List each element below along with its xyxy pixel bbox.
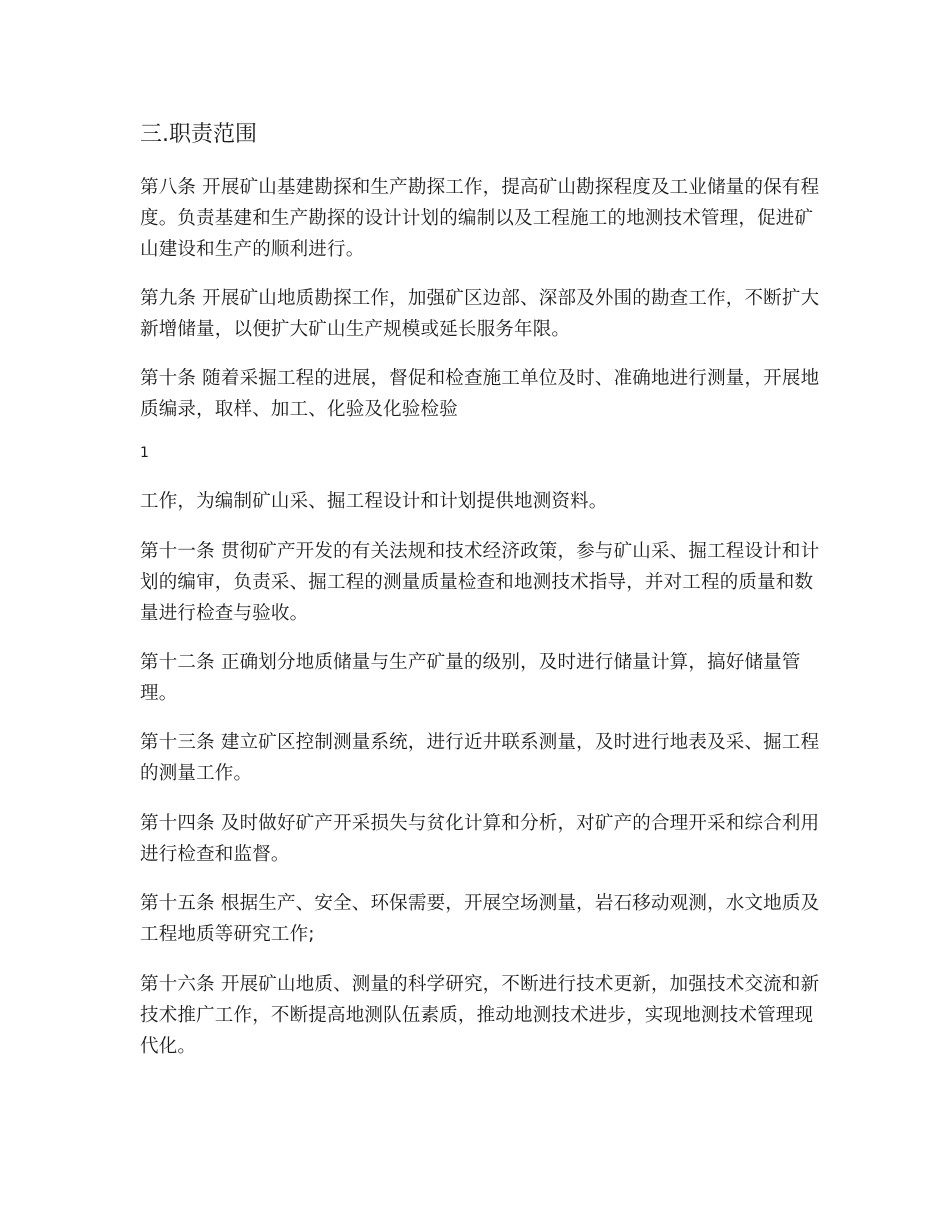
section-heading: 三.职责范围 bbox=[140, 122, 257, 147]
article-9: 第九条 开展矿山地质勘探工作，加强矿区边部、深部及外围的勘查工作，不断扩大新增储量，以便扩大矿山生产规模或延长服务年限。 bbox=[140, 288, 820, 340]
page-number: 1 bbox=[140, 445, 149, 461]
article-16: 第十六条 开展矿山地质、测量的科学研究，不断进行技术更新，加强技术交流和新技术推广工作，不断提高地测队伍素质，推动地测技术进步，实现地测技术管理现代化。 bbox=[140, 974, 820, 1057]
article-15: 第十五条 根据生产、安全、环保需要，开展空场测量，岩石移动观测，水文地质及工程地质等研究工作; bbox=[140, 893, 820, 945]
article-12: 第十二条 正确划分地质储量与生产矿量的级别，及时进行储量计算，搞好储量管理。 bbox=[140, 652, 801, 704]
article-14: 第十四条 及时做好矿产开采损失与贫化计算和分析，对矿产的合理开采和综合利用进行检查和监督。 bbox=[140, 813, 820, 865]
article-10-part-1: 第十条 随着采掘工程的进展，督促和检查施工单位及时、准确地进行测量，开展地质编录，取样、加工、化验及化验检验 bbox=[140, 368, 820, 420]
article-13: 第十三条 建立矿区控制测量系统，进行近井联系测量，及时进行地表及采、掘工程的测量工作。 bbox=[140, 732, 820, 784]
article-8: 第八条 开展矿山基建勘探和生产勘探工作，提高矿山勘探程度及工业储量的保有程度。负责基建和生产勘探的设计计划的编制以及工程施工的地测技术管理，促进矿山建设和生产的顺利进行。 bbox=[140, 177, 820, 260]
article-11: 第十一条 贯彻矿产开发的有关法规和技术经济政策，参与矿山采、掘工程设计和计划的编审，负责采、掘工程的测量质量检查和地测技术指导，并对工程的质量和数量进行检查与验收。 bbox=[140, 541, 820, 624]
article-10-part-2: 工作，为编制矿山采、掘工程设计和计划提供地测资料。 bbox=[140, 491, 608, 512]
